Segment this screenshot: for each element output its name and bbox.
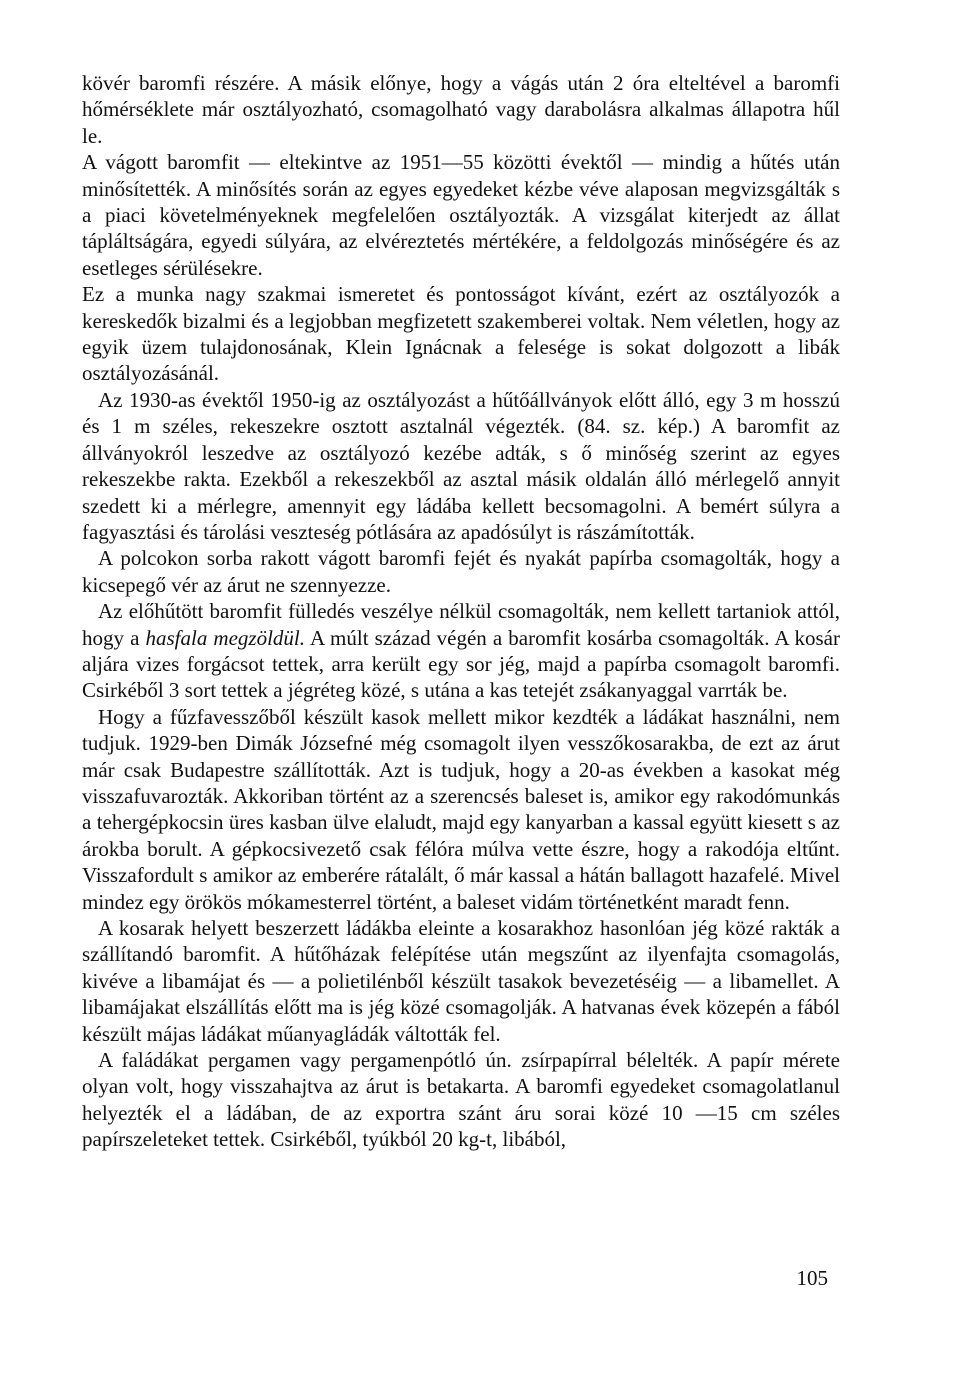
paragraph [82,387,840,545]
text-run: A vágott baromfit — eltekintve az 1951—55 közötti évektől — mindig a hűtés után minősítették. A minősítés során az egyes egyedeket kézbe véve alaposan megvizsgálták s a piaci követelményeknek megfelelően osztályozták. A vizsgálat kiterjedt az állat tápláltságára, egyedi súlyára, az elvéreztetés mértékére, a feldolgozás minőségére és az esetleges sérülésekre. [82,150,840,280]
page-number: 105 [796,1266,828,1290]
text-run: A múlt század végén a baromfit kosárba csomagolták. A kosár aljára vizes forgácsot tettek, arra került egy sor jég, majd a papírba csomagolt baromfi. Csirkéből 3 sort tettek a jégréteg közé, s utána a kas tetejét zsákanyaggal varrták be. [82,625,840,703]
page-body [82,70,840,1153]
paragraph [82,149,840,281]
text-run: Az 1930-as évektől 1950-ig az osztályozást a hűtőállványok előtt álló, egy 3 m hosszú és 1 m széles, rekeszekre osztott asztalnál végezték. (84. sz. kép.) A baromfit az állványokról leszedve az osztályozó kezébe adták, s ő minőség szerint az egyes rekeszekbe rakta. Ezekből a rekeszekből az asztal másik oldalán álló mérlegelő annyit szedett ki a mérlegre, amennyit egy ládába kellett becsomagolni. A bemért súlyra a fagyasztási és tárolási veszteség pótlására az apadósúlyt is rászámították. [82,387,840,544]
text-run: Ez a munka nagy szakmai ismeretet és pontosságot kívánt, ezért az osztályozók a kereskedők bizalmi és a legjobban megfizetett szakemberei voltak. Nem véletlen, hogy az egyik üzem tulajdonosának, Klein Ignácnak a felesége is sokat dolgozott a libák osztályozásánál. [82,282,840,386]
paragraph [82,704,840,915]
text-run: A faládákat pergamen vagy pergamenpótló ún. zsírpapírral bélelték. A papír mérete olyan volt, hogy visszahajtva az árut is betakarta. A baromfi egyedeket csomagolatlanul helyezték el a ládában, de az exportra szánt áru sorai közé 10 —15 cm széles papírszeleteket tettek. Csirkéből, tyúkból 20 kg-t, libából, [82,1048,840,1152]
paragraph [82,281,840,387]
italic-phrase: hasfala megzöldül. [145,625,306,650]
text-run: kövér baromfi részére. A másik előnye, hogy a vágás után 2 óra elteltével a baromfi hőmérséklete már osztályozható, csomagolható vagy darabolásra alkalmas állapotra hűl le. [82,71,840,148]
text-run: Az előhűtött baromfit fülledés veszélye nélkül csomagolták, nem kellett tartaniok attól, hogy a [82,599,840,650]
text-run: Hogy a fűzfavesszőből készült kasok mellett mikor kezdték a ládákat használni, nem tudjuk. 1929-ben Dimák Józsefné még csomagolt ilyen vesszőkosarakba, de ezt az árut már csak Budapestre szállították. Azt is tudjuk, hogy a 20-as években a kasokat még visszafuvarozták. Akkoriban történt az a szerencsés baleset is, amikor egy rakodómunkás a tehergépkocsin üres kasban ülve elaludt, majd egy kanyarban a kassal együtt kiesett s az árokba borult. A gépkocsivezető csak félóra múlva vette észre, hogy a rakodója eltűnt. Visszafordult s amikor az emberére rátalált, ő már kassal a hátán ballagott hazafelé. Mivel mindez egy örökös mókamesterrel történt, a baleset vidám történetként maradt fenn. [82,704,840,914]
paragraph [82,915,840,1047]
paragraph [82,545,840,598]
paragraph [82,1047,840,1153]
text-run: A kosarak helyett beszerzett ládákba eleinte a kosarakhoz hasonlóan jég közé rakták a szállítandó baromfit. A hűtőházak felépítése után megszűnt az ilyenfajta csomagolás, kivéve a libamájat és — a polietilénből készült tasakok bevezetéséig — a libamellet. A libamájakat elszállítás előtt ma is jég közé csomagolják. A hatvanas évek közepén a fából készült májas ládákat műanyagládák váltották fel. [82,916,840,1046]
paragraph [82,598,840,704]
text-run: A polcokon sorba rakott vágott baromfi fejét és nyakát papírba csomagolták, hogy a kicsepegő vér az árut ne szennyezze. [82,546,840,597]
paragraph [82,70,840,149]
